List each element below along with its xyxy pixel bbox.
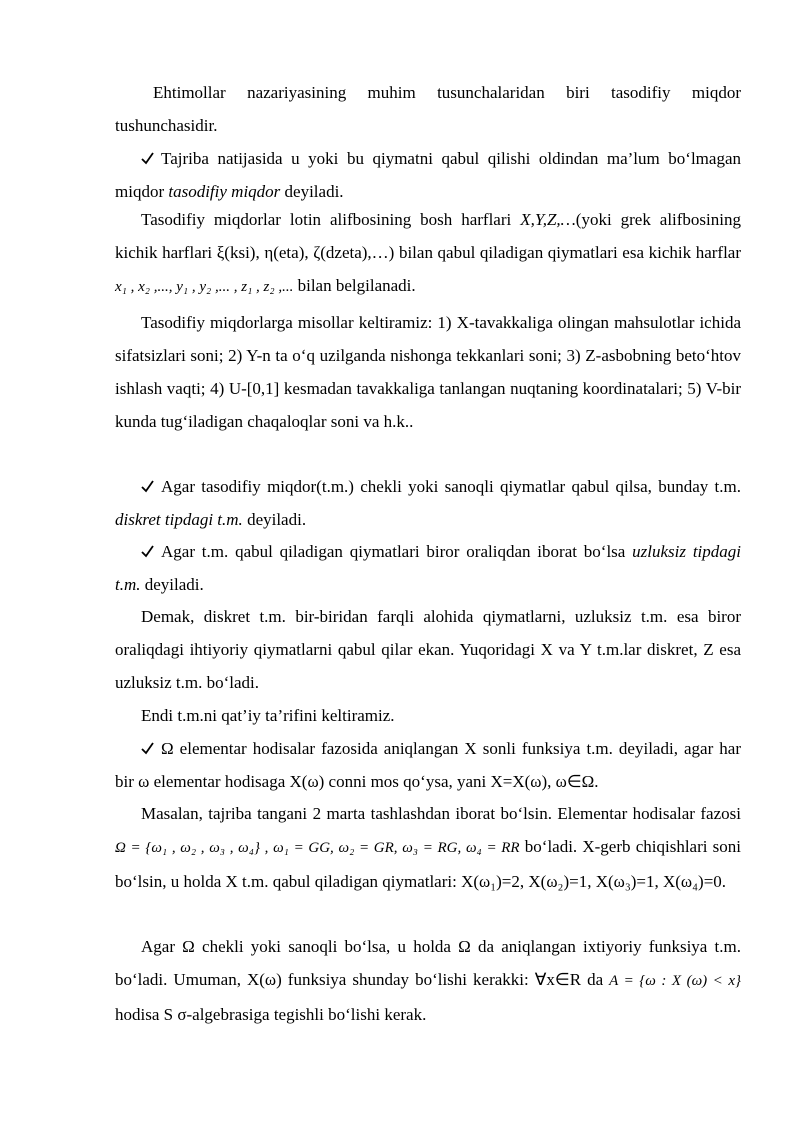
paragraph-strict-definition-intro: Endi t.m.ni qat’iy ta’rifini keltiramiz. — [141, 706, 395, 725]
paragraph-coin-example: Masalan, tajriba tangani 2 marta tashlashdan iborat bo‘lsin. Elementar hodisalar fazosi Ω = {ω₁ , ω₂ , ω₃ , ω₄} , ω₁ = GG, ω₂ = GR, ω₃ = RG, ω₄ = RR bo‘ladi. X-gerb chiqishlari soni bo‘lsin, u holda X t.m. qabul qiladigan qiymatlari: X(ω₁)=2, X(ω₂)=1, X(ω₃)=1, X(ω₄)=0. — [115, 804, 741, 891]
formula-values: x₁ , x₂ ,..., y₁ , y₂ ,... , z₁ , z₂ ,... — [115, 279, 294, 295]
checkmark-icon — [141, 535, 155, 568]
checkmark-icon — [141, 732, 155, 765]
paragraph-examples: Tasodifiy miqdorlarga misollar keltiramiz: 1) X-tavakkaliga olingan mahsulotlar ichida sifatsizlari soni; 2) Y-n ta o‘q uzilganda nishonga tekkanlari soni; 3) Z-asbobning beto‘htov ishlash vaqti; 4) U-[0,1] kesmadan tavakkaliga tanlangan nuqtaning koordinatalari; 5) V-bir kunda tug‘iladigan chaqaloqlar soni va h.k.. — [115, 313, 741, 431]
paragraph-summary: Demak, diskret t.m. bir-biridan farqli alohida qiymatlarni, uzluksiz t.m. esa biror oraliqdagi ihtiyoriy qiymatlarni qabul qilar ekan. Yuqoridagi X va Y t.m.lar diskret, Z esa uzluksiz t.m. bo‘ladi. — [115, 607, 741, 692]
paragraph-notation: Tasodifiy miqdorlar lotin alifbosining bosh harflari X,Y,Z,…(yoki grek alifbosining kichik harflari ξ(ksi), η(eta), ζ(dzeta),…) bilan qabul qiladigan qiymatlari esa kichik harflar x₁ , x₂ ,..., y₁ , y₂ ,... , z₁ , z₂ ,... bilan belgilanadi. — [115, 210, 741, 295]
paragraph-discrete: Agar tasodifiy miqdor(t.m.) chekli yoki sanoqli qiymatlar qabul qilsa, bunday t.m. diskret tipdagi t.m. deyiladi. — [115, 470, 741, 536]
paragraph-strict-definition: Ω elementar hodisalar fazosida aniqlangan X sonli funksiya t.m. deyiladi, agar har bir ω elementar hodisaga X(ω) conni mos qo‘ysa, yani X=X(ω), ω∈Ω. — [115, 732, 741, 798]
checkmark-icon — [141, 142, 155, 175]
formula-event-a: A = {ω : X (ω) < x} — [609, 973, 741, 989]
checkmark-icon — [141, 470, 155, 503]
paragraph-measurability: Agar Ω chekli yoki sanoqli bo‘lsa, u holda Ω da aniqlangan ixtiyoriy funksiya t.m. bo‘ladi. Umuman, X(ω) funksiya shunday bo‘lishi kerakki: ∀x∈R da A = {ω : X (ω) < x} hodisa S σ-algebrasiga tegishli bo‘lishi kerak. — [115, 937, 741, 1024]
paragraph-continuous: Agar t.m. qabul qiladigan qiymatlari biror oraliqdan iborat bo‘lsa uzluksiz tipdagi t.m. deyiladi. — [115, 535, 741, 601]
paragraph-intro: Ehtimollar nazariyasining muhim tusunchalaridan biri tasodifiy miqdor tushunchasidir. — [115, 83, 741, 135]
formula-sample-space: Ω = {ω₁ , ω₂ , ω₃ , ω₄} , ω₁ = GG, ω₂ = GR, ω₃ = RG, ω₄ = RR — [115, 840, 520, 856]
paragraph-definition-random-variable: Tajriba natijasida u yoki bu qiymatni qabul qilishi oldindan ma’lum bo‘lmagan miqdor tasodifiy miqdor deyiladi. — [115, 142, 741, 208]
